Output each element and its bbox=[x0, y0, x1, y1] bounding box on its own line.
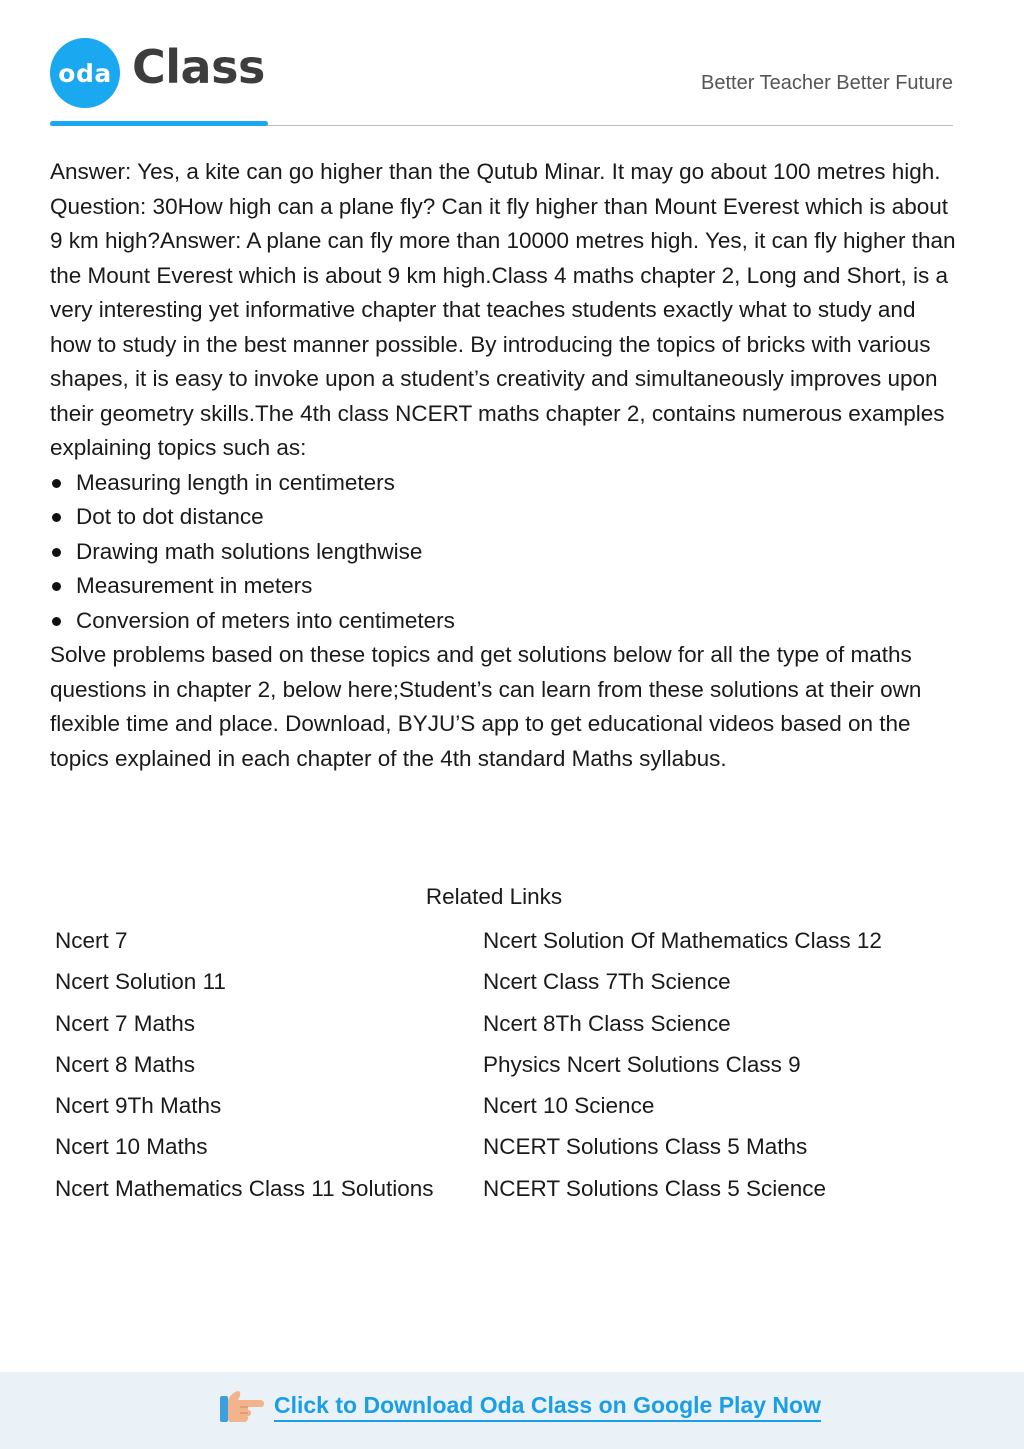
related-link[interactable]: NCERT Solutions Class 5 Science bbox=[483, 1175, 827, 1201]
tagline: Better Teacher Better Future bbox=[701, 72, 953, 94]
question-paragraph: Question: 30How high can a plane fly? Can it fly higher than Mount Everest which is about 9 km high?Answer: A plane can fly more than 10000 metres high. Yes, it can fly higher than the Mount Everest which is about 9 km high.Class 4 maths chapter 2, Long and Short, is a very interesting yet informative chapter that teaches students exactly what to study and how to study in the best manner possible. By introducing the topics of bricks with various shapes, it is easy to invoke upon a student’s creativity and simultaneously improves upon their geometry skills.The 4th class NCERT maths chapter 2, contains numerous examples explaining topics such as: bbox=[50, 193, 956, 460]
related-links-table bbox=[55, 924, 955, 1213]
logo-wordmark: Class bbox=[132, 40, 265, 94]
summary-paragraph: Solve problems based on these topics and get solutions below for all the type of maths questions in chapter 2, below here;Student’s can learn from these solutions at their own flexible time and place. Download, BYJU’S app to get educational videos based on the topics explained in each chapter of the 4th standard Maths syllabus. bbox=[50, 642, 922, 771]
page-header bbox=[0, 0, 1024, 130]
table-row bbox=[55, 1172, 955, 1213]
table-row bbox=[55, 1048, 955, 1089]
oda-logo-icon bbox=[50, 38, 120, 108]
related-link[interactable]: Physics Ncert Solutions Class 9 bbox=[483, 1051, 801, 1077]
related-link[interactable]: Ncert 10 Science bbox=[483, 1093, 655, 1119]
related-link[interactable]: Ncert 7 Maths bbox=[55, 1010, 196, 1036]
topics-list bbox=[50, 466, 960, 639]
list-item: Measurement in meters bbox=[50, 569, 960, 604]
related-link[interactable]: Ncert Mathematics Class 11 Solutions bbox=[55, 1175, 434, 1201]
related-links-heading: Related Links bbox=[425, 884, 563, 909]
related-link[interactable]: Ncert 10 Maths bbox=[55, 1134, 208, 1160]
list-item: Drawing math solutions lengthwise bbox=[50, 535, 960, 570]
article-body bbox=[50, 155, 960, 776]
related-link[interactable]: Ncert Solution Of Mathematics Class 12 bbox=[483, 928, 882, 953]
list-item: Measuring length in centimeters bbox=[50, 466, 960, 501]
related-link[interactable]: Ncert Class 7Th Science bbox=[483, 969, 731, 995]
download-banner bbox=[0, 1372, 1024, 1449]
table-row bbox=[55, 965, 955, 1006]
answer-paragraph: Answer: Yes, a kite can go higher than the Qutub Minar. It may go about 100 metres high. bbox=[50, 159, 941, 184]
list-item: Dot to dot distance bbox=[50, 500, 960, 535]
logo-mark-text: oda bbox=[58, 58, 112, 88]
related-link[interactable]: NCERT Solutions Class 5 Maths bbox=[483, 1134, 808, 1160]
list-item: Conversion of meters into centimeters bbox=[50, 604, 960, 639]
related-link[interactable]: Ncert 7 bbox=[55, 928, 128, 953]
download-cta[interactable] bbox=[218, 1386, 821, 1426]
table-row bbox=[55, 1007, 955, 1048]
related-link[interactable]: Ncert 8 Maths bbox=[55, 1051, 196, 1077]
table-row bbox=[55, 1089, 955, 1130]
table-row bbox=[55, 924, 955, 965]
google-play-download-link[interactable]: Click to Download Oda Class on Google Play Now bbox=[274, 1391, 821, 1422]
header-accent-bar bbox=[50, 121, 268, 126]
related-link[interactable]: Ncert 9Th Maths bbox=[55, 1093, 222, 1119]
table-row bbox=[55, 1130, 955, 1171]
pointing-hand-icon bbox=[218, 1386, 266, 1426]
related-link[interactable]: Ncert 8Th Class Science bbox=[483, 1010, 731, 1036]
related-link[interactable]: Ncert Solution 11 bbox=[55, 969, 226, 995]
